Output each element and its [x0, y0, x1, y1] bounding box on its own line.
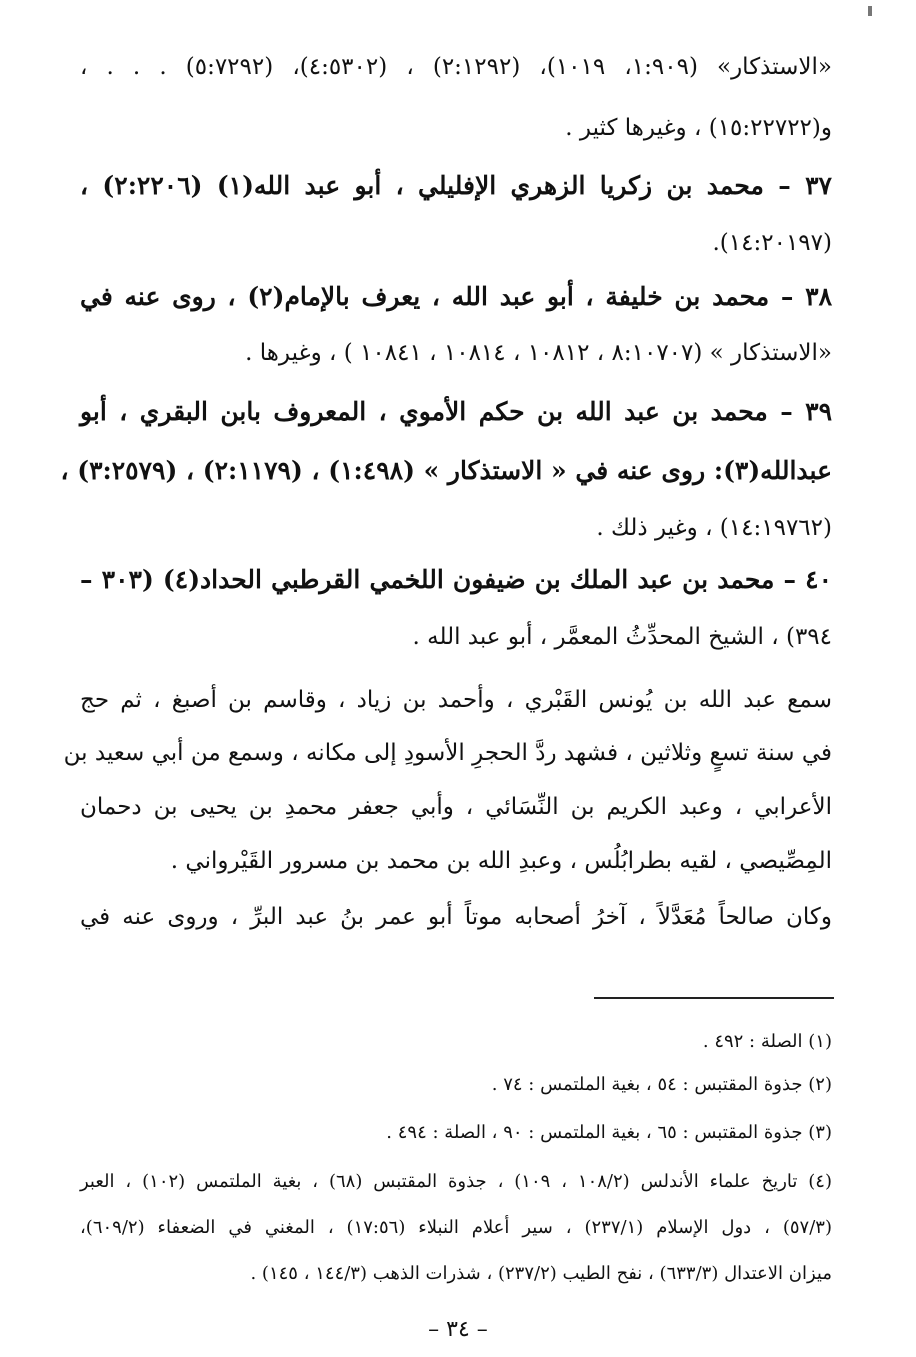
text-line-2: و(١٥:٢٢٧٢٢) ، وغيرها كثير . — [565, 115, 832, 141]
text-line-1: «الاستذكار» (١:٩٠٩، ١٠١٩)، (٢:١٢٩٢) ، (٤:٥٣٠٢)، (٥:٧٢٩٢) . . . ، — [80, 54, 833, 80]
footnote-1: (١) الصلة : ٤٩٢ . — [702, 1031, 832, 1052]
text-line-11: ٣٩٤) ، الشيخ المحدِّثُ المعمَّر ، أبو عبد الله . — [412, 624, 832, 650]
text-line-15: المِصِّيصي ، لقيه بطرابُلُس ، وعبدِ الله بن محمد بن مسرور القَيْرواني . — [170, 848, 832, 874]
entry-38-heading: ٣٨ – محمد بن خليفة ، أبو عبد الله ، يعرف بالإمام(٢) ، روى عنه في — [80, 282, 833, 311]
text-line-8: عبدالله(٣): روى عنه في « الاستذكار » (١:٤٩٨) ، (٢:١١٧٩) ، (٣:٢٥٧٩) ، — [60, 456, 832, 485]
entry-40-heading: ٤٠ – محمد بن عبد الملك بن ضيفون اللخمي القرطبي الحداد(٤) (٣٠٣ – — [80, 565, 832, 594]
entry-37-heading: ٣٧ – محمد بن زكريا الزهري الإفليلي ، أبو عبد الله(١) (٢:٢٢٠٦) ، — [80, 171, 832, 200]
footnote-4-line-1: (٤) تاريخ علماء الأندلس (١٠٨/٢ ، ١٠٩) ، جذوة المقتبس (٦٨) ، بغية الملتمس (١٠٢) ، العبر — [80, 1171, 832, 1192]
text-line-14: الأعرابي ، وعبد الكريم بن النِّسَائي ، وأبي جعفر محمدِ بن يحيى بن دحمان — [80, 794, 832, 820]
text-line-13: في سنة تسعٍ وثلاثين ، فشهد ردَّ الحجرِ الأسودِ إلى مكانه ، وسمع من أبي سعيد بن — [63, 740, 832, 766]
footnote-4-line-3: ميزان الاعتدال (٦٣٣/٣) ، نفح الطيب (٢٣٧/٢) ، شذرات الذهب (١٤٤/٣ ، ١٤٥) . — [250, 1263, 832, 1284]
text-line-9: (١٤:١٩٧٦٢) ، وغير ذلك . — [596, 515, 832, 541]
footnote-3: (٣) جذوة المقتبس : ٦٥ ، بغية الملتمس : ٩٠ ، الصلة : ٤٩٤ . — [386, 1122, 832, 1143]
page-number: – ٣٤ – — [428, 1317, 488, 1342]
footnote-separator — [594, 997, 834, 999]
text-line-4: (١٤:٢٠١٩٧). — [712, 230, 832, 256]
footnote-4-line-2: (٥٧/٣) ، دول الإسلام (٢٣٧/١) ، سير أعلام النبلاء (١٧:٥٦) ، المغني في الضعفاء (٦٠٩/٢)، — [80, 1217, 832, 1238]
text-line-12: سمع عبد الله بن يُونس القَبْري ، وأحمد بن زياد ، وقاسم بن أصبغ ، ثم حج — [80, 687, 832, 713]
scan-mark — [868, 6, 872, 16]
footnote-2: (٢) جذوة المقتبس : ٥٤ ، بغية الملتمس : ٧٤ . — [491, 1074, 832, 1095]
text-line-16: وكان صالحاً مُعَدَّلاً ، آخرُ أصحابه موتاً أبو عمر بنُ عبد البرِّ ، وروى عنه في — [80, 904, 832, 930]
entry-39-heading: ٣٩ – محمد بن عبد الله بن حكم الأموي ، المعروف بابن البقري ، أبو — [80, 397, 832, 426]
text-line-6: «الاستذكار » (٨:١٠٧٠٧ ، ١٠٨١٢ ، ١٠٨١٤ ، ١٠٨٤١ ) ، وغيرها . — [245, 340, 832, 366]
